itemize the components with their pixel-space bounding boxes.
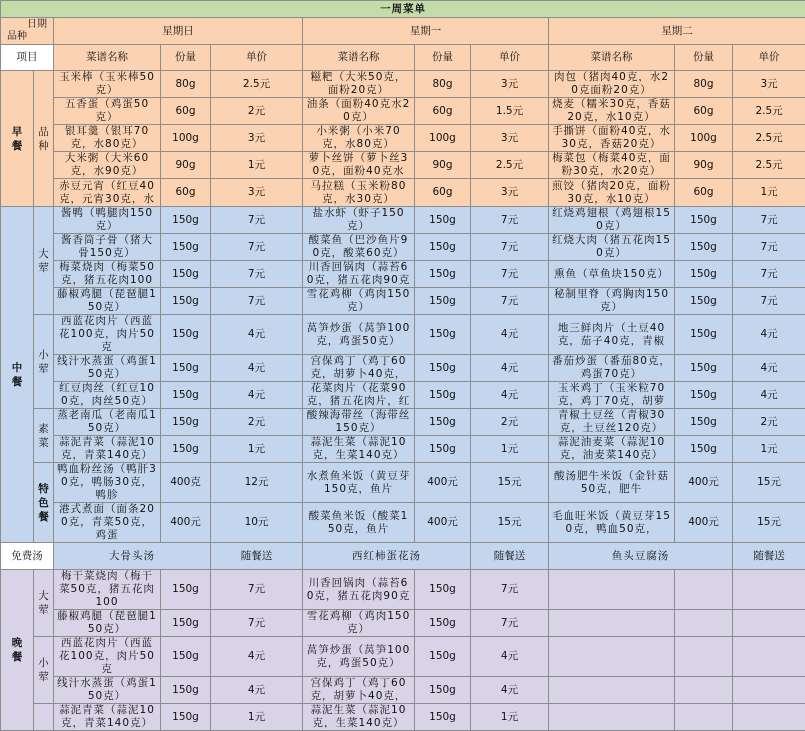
dish-name: 蒸老南瓜（老南瓜150克） xyxy=(54,409,161,436)
dish-name: 红烧大肉（猪五花肉150克） xyxy=(549,234,675,261)
dish-portion: 150g xyxy=(161,436,211,463)
dish-name: 肉包（猪肉40克，水20克面粉20克） xyxy=(549,71,675,98)
dish-name: 线汁水蒸蛋（鸡蛋150克） xyxy=(54,355,161,382)
dish-portion: 150g xyxy=(161,677,211,704)
meal-label-dinner xyxy=(1,570,34,731)
dish-price: 2元 xyxy=(211,98,303,125)
dish-name: 酱鸭（鸭腿肉150克） xyxy=(54,207,161,234)
dish-price: 1元 xyxy=(471,436,549,463)
dish-portion: 60g xyxy=(161,179,211,207)
empty-cell xyxy=(675,704,733,731)
table-row xyxy=(1,436,805,463)
table-row xyxy=(1,355,805,382)
dish-name: 梅菜包（梅菜40克，面粉30克，水20克） xyxy=(549,152,675,179)
dish-name: 线汁水蒸蛋（鸡蛋150克） xyxy=(54,677,161,704)
dish-name: 红豆肉丝（红豆100克，肉丝50克） xyxy=(54,382,161,409)
dish-name: 红烧鸡翅根（鸡翅根150克） xyxy=(549,207,675,234)
dish-portion: 60g xyxy=(415,179,471,207)
subcat-label-pinzhong xyxy=(34,71,54,207)
dish-name: 糍粑（大米50克，面粉20克） xyxy=(303,71,415,98)
dish-name: 鸭血粉丝汤（鸭肝30克，鸭肠30克，鸭胗 xyxy=(54,463,161,503)
dish-portion: 150g xyxy=(415,704,471,731)
dish-price: 3元 xyxy=(471,125,549,152)
subcat-label-xiaohun-text: 小荤 xyxy=(38,656,50,684)
dish-name: 梅菜烧肉（梅菜50克，猪五花肉100 xyxy=(54,261,161,288)
empty-cell xyxy=(549,637,675,677)
subcat-label-xiaohun xyxy=(34,315,54,409)
dish-name: 花菜肉片（花菜90克，猪五花肉片，红 xyxy=(303,382,415,409)
dish-portion: 150g xyxy=(415,409,471,436)
dish-portion: 150g xyxy=(161,382,211,409)
dish-portion: 400元 xyxy=(415,463,471,503)
dish-price: 4元 xyxy=(733,315,805,355)
dish-name: 川香回锅肉（蒜苔60克，猪五花肉90克 xyxy=(303,261,415,288)
dish-portion: 60g xyxy=(415,98,471,125)
dish-portion: 150g xyxy=(161,409,211,436)
empty-cell xyxy=(675,637,733,677)
dish-portion: 150g xyxy=(675,234,733,261)
dish-price: 2.5元 xyxy=(733,98,805,125)
dish-name: 青椒土豆丝（青椒30克，土豆丝120克） xyxy=(549,409,675,436)
dish-price: 7元 xyxy=(211,234,303,261)
dish-portion: 150g xyxy=(161,288,211,315)
dish-price: 7元 xyxy=(471,610,549,637)
dish-name: 大米粥（大米60克，水90克） xyxy=(54,152,161,179)
dish-price: 4元 xyxy=(471,315,549,355)
dish-price: 7元 xyxy=(211,261,303,288)
dish-price: 1元 xyxy=(471,704,549,731)
subcat-label-sucai-text: 素菜 xyxy=(38,422,50,450)
dish-price: 1.5元 xyxy=(471,98,549,125)
table-row xyxy=(1,288,805,315)
empty-cell xyxy=(675,570,733,610)
dish-name: 地三鲜肉片（土豆40克，茄子40克，青椒 xyxy=(549,315,675,355)
day-header-2: 星期二 xyxy=(549,18,805,45)
dish-price: 7元 xyxy=(211,207,303,234)
soup-price: 随餐送 xyxy=(211,543,303,570)
dish-price: 7元 xyxy=(211,570,303,610)
dish-name: 萝卜丝饼（萝卜丝30克，面粉40克水 xyxy=(303,152,415,179)
dish-price: 4元 xyxy=(211,355,303,382)
day-header-0: 星期日 xyxy=(54,18,303,45)
empty-cell xyxy=(549,704,675,731)
meal-label-breakfast xyxy=(1,71,34,207)
table-row xyxy=(1,125,805,152)
table-row xyxy=(1,261,805,288)
dish-price: 7元 xyxy=(471,261,549,288)
dish-name: 酸辣海带丝（海带丝150克） xyxy=(303,409,415,436)
table-row xyxy=(1,234,805,261)
subcat-label-dahun xyxy=(34,570,54,637)
dish-name: 五香蛋（鸡蛋50克） xyxy=(54,98,161,125)
dish-portion: 400元 xyxy=(415,503,471,543)
soup-name: 鱼头豆腐汤 xyxy=(549,543,733,570)
subcat-label-tese-text: 特色餐 xyxy=(38,482,50,524)
dish-portion: 150g xyxy=(415,570,471,610)
dish-price: 2.5元 xyxy=(733,152,805,179)
table-row xyxy=(1,98,805,125)
meal-label-breakfast-text: 早餐 xyxy=(11,125,23,153)
table-row xyxy=(1,409,805,436)
dish-portion: 80g xyxy=(415,71,471,98)
dish-name: 玉米鸡丁（玉米粒70克，鸡丁70克，胡萝 xyxy=(549,382,675,409)
dish-portion: 100g xyxy=(675,125,733,152)
dish-name: 番茄炒蛋（番茄80克，鸡蛋70克） xyxy=(549,355,675,382)
col-header-price: 单价 xyxy=(211,45,303,71)
dish-name: 雪花鸡柳（鸡肉150克） xyxy=(303,288,415,315)
subcat-label-xiaohun-text: 小荤 xyxy=(38,348,50,376)
dish-price: 2元 xyxy=(471,409,549,436)
empty-cell xyxy=(549,610,675,637)
dish-portion: 150g xyxy=(415,234,471,261)
dish-name: 藤椒鸡腿（琵琶腿150克） xyxy=(54,288,161,315)
date-variety-corner xyxy=(1,18,54,45)
dish-price: 7元 xyxy=(211,288,303,315)
soup-name: 西红柿蛋花汤 xyxy=(303,543,471,570)
dish-portion: 150g xyxy=(675,207,733,234)
dish-name: 马拉糕（玉米粉80克，水30克） xyxy=(303,179,415,207)
dish-name: 玉米棒（玉米棒50克） xyxy=(54,71,161,98)
table-row xyxy=(1,315,805,355)
item-label: 项目 xyxy=(1,45,54,71)
empty-cell xyxy=(733,704,805,731)
table-row xyxy=(1,677,805,704)
dish-price: 7元 xyxy=(733,207,805,234)
dish-price: 15元 xyxy=(733,503,805,543)
dish-name: 酸菜鱼米饭（酸菜150克，鱼片 xyxy=(303,503,415,543)
dish-price: 4元 xyxy=(211,382,303,409)
dish-portion: 150g xyxy=(415,637,471,677)
free-soup-label: 免费汤 xyxy=(1,543,54,570)
dish-name: 赤豆元宵（红豆40克，元宵30克，水 xyxy=(54,179,161,207)
dish-name: 宫保鸡丁（鸡丁60克，胡萝卜40克， xyxy=(303,355,415,382)
dish-price: 7元 xyxy=(471,288,549,315)
soup-name: 大骨头汤 xyxy=(54,543,211,570)
dish-portion: 150g xyxy=(161,637,211,677)
dish-portion: 150g xyxy=(161,261,211,288)
dish-price: 4元 xyxy=(471,677,549,704)
dish-name: 熏鱼（草鱼块150克） xyxy=(549,261,675,288)
corner-date-label: 日期 xyxy=(3,19,51,31)
dish-portion: 60g xyxy=(675,98,733,125)
subcat-label-tese xyxy=(34,463,54,543)
col-header-name: 菜谱名称 xyxy=(54,45,161,71)
col-header-portion: 份量 xyxy=(161,45,211,71)
dish-portion: 150g xyxy=(415,207,471,234)
dish-price: 1元 xyxy=(211,436,303,463)
dish-name: 蒜泥油麦菜（蒜泥10克，油麦菜140克） xyxy=(549,436,675,463)
dish-name: 蒜泥青菜（蒜泥10克，青菜140克） xyxy=(54,704,161,731)
dish-name: 蒜泥生菜（蒜泥10克，生菜140克） xyxy=(303,436,415,463)
dish-price: 15元 xyxy=(733,463,805,503)
dish-portion: 150g xyxy=(415,261,471,288)
dish-price: 7元 xyxy=(733,288,805,315)
dish-portion: 150g xyxy=(161,570,211,610)
dish-portion: 150g xyxy=(675,382,733,409)
table-row xyxy=(1,610,805,637)
dish-price: 7元 xyxy=(471,234,549,261)
dish-portion: 150g xyxy=(675,261,733,288)
dish-portion: 80g xyxy=(161,71,211,98)
dish-name: 酸汤肥牛米饭（金针菇50克，肥牛 xyxy=(549,463,675,503)
dish-price: 3元 xyxy=(211,179,303,207)
dish-portion: 150g xyxy=(415,288,471,315)
subcat-label-dahun-text: 大荤 xyxy=(38,247,50,275)
dish-portion: 150g xyxy=(675,436,733,463)
dish-portion: 150g xyxy=(415,382,471,409)
dish-price: 4元 xyxy=(733,355,805,382)
empty-cell xyxy=(675,677,733,704)
dish-portion: 60g xyxy=(161,98,211,125)
dish-portion: 100g xyxy=(415,125,471,152)
dish-name: 蒜泥青菜（蒜泥10克，青菜140克） xyxy=(54,436,161,463)
dish-name: 莴笋炒蛋（莴笋100克，鸡蛋50克） xyxy=(303,637,415,677)
dish-portion: 150g xyxy=(161,234,211,261)
subcat-label-sucai-blank xyxy=(34,704,54,731)
dish-name: 港式煮面（面条200克，青菜50克，鸡蛋 xyxy=(54,503,161,543)
dish-name: 油条（面粉40克水20克） xyxy=(303,98,415,125)
dish-price: 4元 xyxy=(211,677,303,704)
dish-name: 秘制里脊（鸡胸肉150克） xyxy=(549,288,675,315)
dish-price: 4元 xyxy=(211,637,303,677)
dish-portion: 150g xyxy=(675,355,733,382)
dish-portion: 400元 xyxy=(675,503,733,543)
table-row xyxy=(1,704,805,731)
empty-cell xyxy=(733,677,805,704)
table-row xyxy=(1,463,805,503)
dish-price: 3元 xyxy=(211,125,303,152)
table-row xyxy=(1,207,805,234)
col-header-name: 菜谱名称 xyxy=(303,45,415,71)
dish-price: 1元 xyxy=(211,704,303,731)
empty-cell xyxy=(549,570,675,610)
dish-name: 梅干菜烧肉（梅干菜50克，猪五花肉100 xyxy=(54,570,161,610)
dish-portion: 150g xyxy=(161,704,211,731)
dish-price: 7元 xyxy=(733,234,805,261)
dish-name: 小米粥（小米70克，水80克） xyxy=(303,125,415,152)
col-header-price: 单价 xyxy=(471,45,549,71)
dish-name: 雪花鸡柳（鸡肉150克） xyxy=(303,610,415,637)
dish-portion: 90g xyxy=(675,152,733,179)
dish-price: 3元 xyxy=(471,71,549,98)
dish-price: 4元 xyxy=(471,637,549,677)
dish-price: 1元 xyxy=(733,436,805,463)
dish-portion: 90g xyxy=(415,152,471,179)
dish-price: 3元 xyxy=(733,71,805,98)
empty-cell xyxy=(549,677,675,704)
dish-portion: 80g xyxy=(675,71,733,98)
empty-cell xyxy=(733,570,805,610)
table-row xyxy=(1,179,805,207)
dish-portion: 150g xyxy=(415,355,471,382)
dish-price: 3元 xyxy=(471,179,549,207)
dish-portion: 150g xyxy=(675,409,733,436)
dish-name: 宫保鸡丁（鸡丁60克，胡萝卜40克， xyxy=(303,677,415,704)
dish-portion: 400元 xyxy=(161,503,211,543)
col-header-price: 单价 xyxy=(733,45,805,71)
table-row xyxy=(1,570,805,610)
dish-price: 7元 xyxy=(211,610,303,637)
dish-name: 酱香筒子骨（猪大骨150克） xyxy=(54,234,161,261)
dish-name: 蒜泥生菜（蒜泥10克，生菜140克） xyxy=(303,704,415,731)
dish-price: 2.5元 xyxy=(733,125,805,152)
dish-portion: 150g xyxy=(415,677,471,704)
dish-price: 1元 xyxy=(733,179,805,207)
dish-price: 4元 xyxy=(471,355,549,382)
dish-portion: 150g xyxy=(161,610,211,637)
subcat-label-pinzhong-text: 品种 xyxy=(38,125,50,153)
col-header-portion: 份量 xyxy=(675,45,733,71)
dish-price: 15元 xyxy=(471,463,549,503)
dish-name: 煎饺（猪肉20克，面粉30克，水10克） xyxy=(549,179,675,207)
dish-portion: 150g xyxy=(161,315,211,355)
col-header-name: 菜谱名称 xyxy=(549,45,675,71)
meal-label-lunch-text: 中餐 xyxy=(11,361,23,389)
dish-price: 7元 xyxy=(733,261,805,288)
dish-price: 7元 xyxy=(471,207,549,234)
dish-price: 2.5元 xyxy=(471,152,549,179)
dish-portion: 150g xyxy=(415,436,471,463)
dish-price: 10元 xyxy=(211,503,303,543)
dish-name: 盐水虾（虾子150克） xyxy=(303,207,415,234)
table-row xyxy=(1,637,805,677)
dish-portion: 150g xyxy=(415,610,471,637)
dish-name: 水煮鱼米饭（黄豆芽150克，鱼片 xyxy=(303,463,415,503)
col-header-portion: 份量 xyxy=(415,45,471,71)
dish-price: 1元 xyxy=(211,152,303,179)
dish-portion: 150g xyxy=(675,288,733,315)
dish-portion: 150g xyxy=(161,355,211,382)
dish-name: 莴笋炒蛋（莴笋100克，鸡蛋50克） xyxy=(303,315,415,355)
dish-portion: 150g xyxy=(161,207,211,234)
dish-portion: 100g xyxy=(161,125,211,152)
dish-price: 2.5元 xyxy=(211,71,303,98)
dish-portion: 150g xyxy=(675,315,733,355)
dish-portion: 150g xyxy=(415,315,471,355)
dish-portion: 400元 xyxy=(675,463,733,503)
dish-portion: 400克 xyxy=(161,463,211,503)
table-row xyxy=(1,152,805,179)
table-row xyxy=(1,382,805,409)
subcat-label-xiaohun xyxy=(34,637,54,704)
empty-cell xyxy=(733,610,805,637)
soup-price: 随餐送 xyxy=(733,543,805,570)
dish-portion: 60g xyxy=(675,179,733,207)
subcat-label-dahun xyxy=(34,207,54,315)
dish-price: 2元 xyxy=(211,409,303,436)
dish-price: 4元 xyxy=(211,315,303,355)
dish-name: 酸菜鱼（巴沙鱼片90克，酸菜60克） xyxy=(303,234,415,261)
dish-name: 银耳羹（银耳70克，水80克） xyxy=(54,125,161,152)
dish-price: 4元 xyxy=(471,382,549,409)
dish-name: 毛血旺米饭（黄豆芽150克，鸭血50克， xyxy=(549,503,675,543)
dish-name: 烧麦（糯米30克，香菇20克，水10克） xyxy=(549,98,675,125)
dish-name: 西蓝花肉片（西蓝花100克，肉片50克 xyxy=(54,315,161,355)
table-body xyxy=(1,1,805,731)
meal-label-lunch xyxy=(1,207,34,543)
dish-name: 藤椒鸡腿（琵琶腿150克） xyxy=(54,610,161,637)
dish-price: 12元 xyxy=(211,463,303,503)
subcat-label-sucai xyxy=(34,409,54,463)
dish-name: 手撕饼（面粉40克，水30克，香菇20克） xyxy=(549,125,675,152)
meal-label-dinner-text: 晚餐 xyxy=(11,636,23,664)
empty-cell xyxy=(733,637,805,677)
corner-variety-label: 品种 xyxy=(3,31,51,43)
table-row xyxy=(1,71,805,98)
dish-price: 2元 xyxy=(733,409,805,436)
dish-price: 15元 xyxy=(471,503,549,543)
empty-cell xyxy=(675,610,733,637)
dish-price: 4元 xyxy=(733,382,805,409)
table-row xyxy=(1,503,805,543)
day-header-1: 星期一 xyxy=(303,18,549,45)
dish-name: 川香回锅肉（蒜苔60克，猪五花肉90克 xyxy=(303,570,415,610)
table-row-free-soup xyxy=(1,543,805,570)
dish-portion: 90g xyxy=(161,152,211,179)
dish-name: 西蓝花肉片（西蓝花100克，肉片50克 xyxy=(54,637,161,677)
subcat-label-dahun-text: 大荤 xyxy=(38,589,50,617)
dish-price: 7元 xyxy=(471,570,549,610)
soup-price: 随餐送 xyxy=(471,543,549,570)
table-title: 一周菜单 xyxy=(1,1,805,18)
